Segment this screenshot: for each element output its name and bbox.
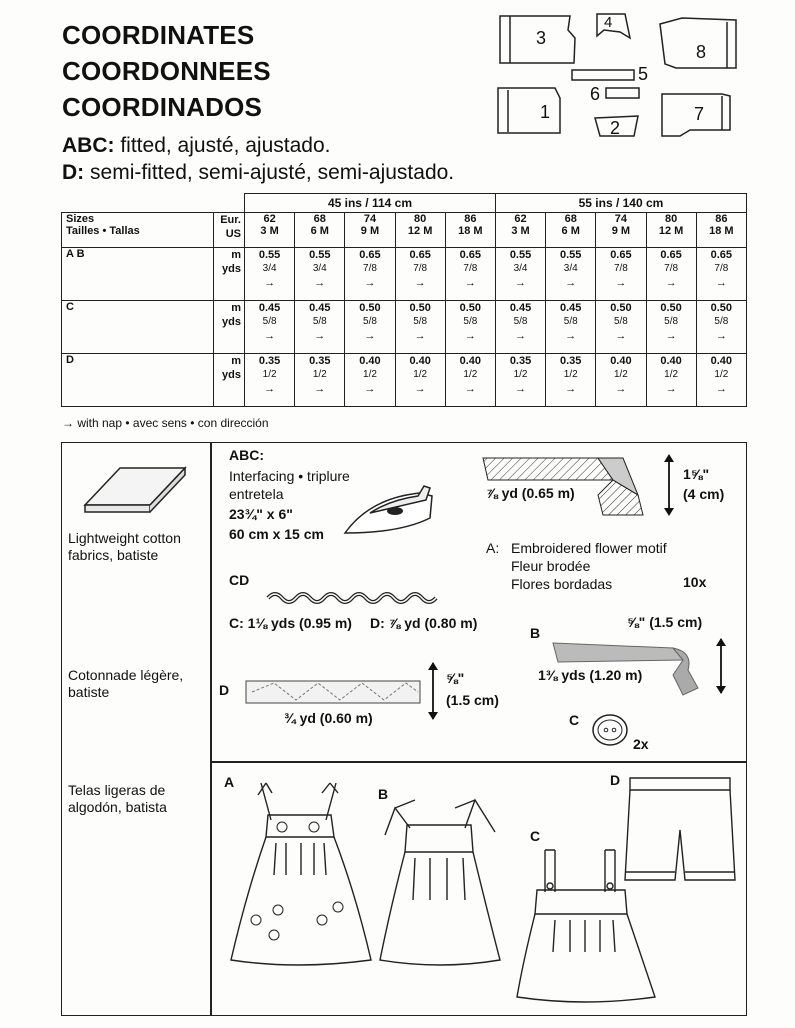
ribbon-length: 1⅜ yds (1.20 m) [538,667,643,683]
yardage-cell: 0.40 1/2 → [395,354,445,407]
yardage-row [62,354,747,407]
yardage-cell: 0.45 5/8 → [546,301,596,354]
ribbon-width-arrow-icon [714,636,728,696]
view-d-drawing [620,770,740,890]
yardage-cell: 0.55 3/4 → [295,248,345,301]
ribbon-b-label: B [530,625,541,641]
nap-note: → with nap • avec sens • con dirección [62,416,269,430]
yardage-cell: 0.65 7/8 → [445,248,495,301]
fit-abc: ABC: fitted, ajusté, ajustado. [62,134,331,157]
heading-coordinados: COORDINADOS [62,92,263,122]
yardage-cell: 0.55 3/4 → [546,248,596,301]
fabric-en: Lightweight cotton fabrics, batiste [68,530,181,563]
unit-label: m yds [214,354,245,407]
view-label: D [62,354,214,407]
bias-length: ⅞ yd (0.65 m) [486,485,575,501]
bias-width-arrow-icon [662,452,676,518]
yardage-cell: 0.35 1/2 → [295,354,345,407]
yardage-cell: 0.35 1/2 → [495,354,545,407]
size-header: 86 18 M [696,213,746,248]
view-c-label: C [530,828,541,844]
yardage-row [62,301,747,354]
size-header: 62 3 M [495,213,545,248]
bias-width-cm: (4 cm) [683,486,725,502]
size-header: 80 12 M [646,213,696,248]
motif-fr: Fleur brodée [511,558,591,574]
yardage-cell: 0.40 1/2 → [696,354,746,407]
yardage-cell: 0.45 5/8 → [245,301,295,354]
rick-rack-icon [268,590,438,606]
size-header: 80 12 M [395,213,445,248]
yardage-cell: 0.65 7/8 → [696,248,746,301]
fabric-es: Telas ligeras de algodón, batista [68,782,167,815]
width-45-header: 45 ins / 114 cm [245,194,496,213]
rick-rack-c: C: 1⅛ yds (0.95 m) [229,615,352,631]
piece-6: 6 [590,84,601,104]
fabric-fr: Cotonnade légère, batiste [68,667,184,700]
sizes-row [62,213,747,248]
interfacing-line1: Interfacing • triplure [229,468,350,484]
yardage-row [62,248,747,301]
piece-1: 1 [540,102,551,122]
view-label: C [62,301,214,354]
elastic-width-arrow-icon [426,660,440,722]
fabric-bolt-icon [80,460,190,520]
view-b-label: B [378,786,389,802]
yardage-cell: 0.50 5/8 → [646,301,696,354]
sizes-label: Sizes Tailles • Tallas [62,213,214,248]
heading-coordonnees: COORDONNEES [62,56,271,86]
motif-code: A: [486,540,500,556]
elastic-d-label: D [219,682,230,698]
yardage-cell: 0.50 5/8 → [696,301,746,354]
piece-4: 4 [604,14,613,31]
eur-us-label: Eur. US [214,213,245,248]
yardage-cell: 0.45 5/8 → [495,301,545,354]
view-a-drawing [226,775,376,975]
motif-es: Flores bordadas [511,576,613,592]
yardage-cell: 0.50 5/8 → [445,301,495,354]
piece-3: 3 [536,28,547,48]
size-header: 86 18 M [445,213,495,248]
unit-label: m yds [214,248,245,301]
button-icon [590,712,630,748]
width-55-header: 55 ins / 140 cm [495,194,746,213]
motif-qty: 10x [683,574,707,590]
yardage-cell: 0.65 7/8 → [646,248,696,301]
pattern-pieces-diagram [490,8,750,143]
elastic-icon [244,678,424,708]
yardage-cell: 0.40 1/2 → [596,354,646,407]
yardage-cell: 0.40 1/2 → [646,354,696,407]
view-b-drawing [375,790,505,970]
piece-5: 5 [638,64,649,84]
motif-en: Embroidered flower motif [511,540,667,556]
fit-d: D: semi-fitted, semi-ajusté, semi-ajustado. [62,161,455,184]
piece-7: 7 [694,104,705,124]
elastic-width-in: ⅝" [446,670,465,686]
yardage-table [61,193,747,407]
elastic-width-cm: (1.5 cm) [446,692,499,708]
size-header: 74 9 M [345,213,395,248]
size-header: 68 6 M [546,213,596,248]
yardage-cell: 0.35 1/2 → [245,354,295,407]
iron-icon [340,478,440,543]
piece-2: 2 [610,118,621,138]
yardage-cell: 0.55 3/4 → [495,248,545,301]
unit-label: m yds [214,301,245,354]
yardage-cell: 0.65 7/8 → [596,248,646,301]
size-header: 74 9 M [596,213,646,248]
view-label: A B [62,248,214,301]
elastic-length: ¾ yd (0.60 m) [284,710,373,726]
yardage-cell: 0.65 7/8 → [395,248,445,301]
size-header: 62 3 M [245,213,295,248]
view-a-label: A [224,774,235,790]
ribbon-width: ⅝" (1.5 cm) [627,614,703,630]
yardage-cell: 0.55 3/4 → [245,248,295,301]
view-d-label: D [610,772,621,788]
yardage-cell: 0.50 5/8 → [395,301,445,354]
abc-label: ABC: [229,447,264,463]
button-c-label: C [569,712,580,728]
button-qty: 2x [633,736,649,752]
piece-8: 8 [696,42,707,62]
yardage-cell: 0.50 5/8 → [596,301,646,354]
cd-label: CD [229,572,250,588]
yardage-cell: 0.45 5/8 → [295,301,345,354]
rick-rack-d: D: ⅞ yd (0.80 m) [370,615,478,631]
yardage-cell: 0.40 1/2 → [345,354,395,407]
yardage-cell: 0.50 5/8 → [345,301,395,354]
yardage-cell: 0.40 1/2 → [445,354,495,407]
interfacing-size-cm: 60 cm x 15 cm [229,526,324,542]
interfacing-line2: entretela [229,486,284,502]
yardage-cell: 0.65 7/8 → [345,248,395,301]
yardage-cell: 0.35 1/2 → [546,354,596,407]
bias-width-in: 1⅝" [683,466,710,482]
interfacing-size-in: 23¾" x 6" [229,506,293,522]
size-header: 68 6 M [295,213,345,248]
heading-coordinates: COORDINATES [62,20,255,50]
